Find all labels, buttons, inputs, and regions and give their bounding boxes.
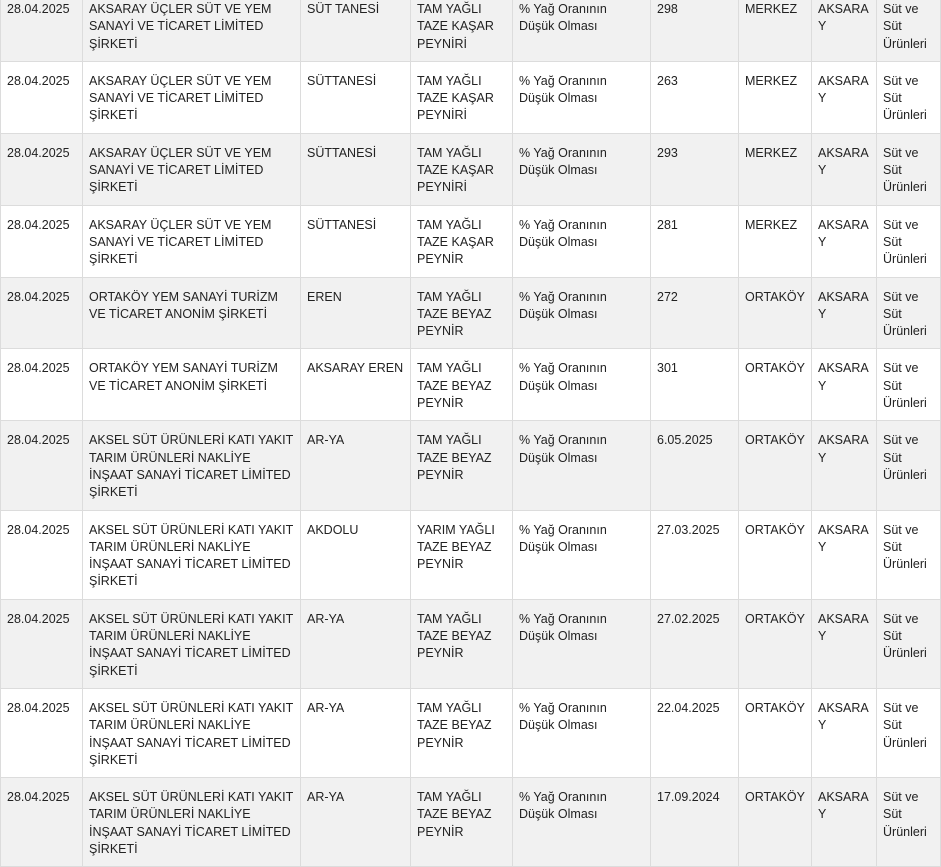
district-cell: ORTAKÖY [739, 349, 812, 421]
company-cell: AKSARAY ÜÇLER SÜT VE YEM SANAYİ VE TİCARET LİMİTED ŞİRKETİ [83, 61, 301, 133]
product-cell: TAM YAĞLI TAZE KAŞAR PEYNİRİ [411, 61, 513, 133]
date-cell: 28.04.2025 [1, 599, 83, 688]
district-cell: ORTAKÖY [739, 778, 812, 867]
brand-cell: AR-YA [301, 778, 411, 867]
province-cell: AKSARAY [812, 205, 877, 277]
province-cell: AKSARAY [812, 421, 877, 510]
violation-cell: % Yağ Oranının Düşük Olması [513, 599, 651, 688]
table-row [1, 61, 941, 133]
province-cell: AKSARAY [812, 599, 877, 688]
district-cell: MERKEZ [739, 205, 812, 277]
district-cell: MERKEZ [739, 61, 812, 133]
province-cell: AKSARAY [812, 349, 877, 421]
product-cell: TAM YAĞLI TAZE KAŞAR PEYNİRİ [411, 133, 513, 205]
violation-cell: % Yağ Oranının Düşük Olması [513, 778, 651, 867]
date-cell: 28.04.2025 [1, 61, 83, 133]
product-cell: TAM YAĞLI TAZE BEYAZ PEYNİR [411, 349, 513, 421]
violation-cell: % Yağ Oranının Düşük Olması [513, 688, 651, 777]
batch-cell: 27.03.2025 [651, 510, 739, 599]
brand-cell: SÜTTANESİ [301, 61, 411, 133]
date-cell: 28.04.2025 [1, 349, 83, 421]
district-cell: ORTAKÖY [739, 277, 812, 349]
violation-cell: % Yağ Oranının Düşük Olması [513, 510, 651, 599]
company-cell: AKSEL SÜT ÜRÜNLERİ KATI YAKIT TARIM ÜRÜNLERİ NAKLİYE İNŞAAT SANAYİ TİCARET LİMİTED ŞİRKETİ [83, 599, 301, 688]
table-row [1, 349, 941, 421]
batch-cell: 17.09.2024 [651, 778, 739, 867]
date-cell: 28.04.2025 [1, 133, 83, 205]
violation-cell: % Yağ Oranının Düşük Olması [513, 277, 651, 349]
batch-cell: 272 [651, 277, 739, 349]
product-cell: TAM YAĞLI TAZE BEYAZ PEYNİR [411, 688, 513, 777]
product-group-cell: Süt ve Süt Ürünleri [877, 277, 941, 349]
product-group-cell: Süt ve Süt Ürünleri [877, 778, 941, 867]
batch-cell: 6.05.2025 [651, 421, 739, 510]
batch-cell: 22.04.2025 [651, 688, 739, 777]
table-row [1, 0, 941, 61]
batch-cell: 281 [651, 205, 739, 277]
district-cell: ORTAKÖY [739, 510, 812, 599]
brand-cell: AR-YA [301, 688, 411, 777]
table-row [1, 510, 941, 599]
table-row [1, 421, 941, 510]
product-group-cell: Süt ve Süt Ürünleri [877, 0, 941, 61]
company-cell: AKSARAY ÜÇLER SÜT VE YEM SANAYİ VE TİCARET LİMİTED ŞİRKETİ [83, 133, 301, 205]
table-row [1, 133, 941, 205]
batch-cell: 293 [651, 133, 739, 205]
district-cell: MERKEZ [739, 133, 812, 205]
table-row [1, 778, 941, 867]
company-cell: ORTAKÖY YEM SANAYİ TURİZM VE TİCARET ANONİM ŞİRKETİ [83, 349, 301, 421]
table-row [1, 599, 941, 688]
date-cell: 28.04.2025 [1, 0, 83, 61]
product-group-cell: Süt ve Süt Ürünleri [877, 421, 941, 510]
brand-cell: AKSARAY EREN [301, 349, 411, 421]
brand-cell: AKDOLU [301, 510, 411, 599]
province-cell: AKSARAY [812, 0, 877, 61]
date-cell: 28.04.2025 [1, 510, 83, 599]
company-cell: AKSARAY ÜÇLER SÜT VE YEM SANAYİ VE TİCARET LİMİTED ŞİRKETİ [83, 205, 301, 277]
product-group-cell: Süt ve Süt Ürünleri [877, 688, 941, 777]
table-body [1, 0, 941, 867]
batch-cell: 263 [651, 61, 739, 133]
company-cell: AKSARAY ÜÇLER SÜT VE YEM SANAYİ VE TİCARET LİMİTED ŞİRKETİ [83, 0, 301, 61]
batch-cell: 27.02.2025 [651, 599, 739, 688]
district-cell: MERKEZ [739, 0, 812, 61]
province-cell: AKSARAY [812, 510, 877, 599]
product-cell: TAM YAĞLI TAZE BEYAZ PEYNİR [411, 778, 513, 867]
product-cell: TAM YAĞLI TAZE BEYAZ PEYNİR [411, 277, 513, 349]
product-group-cell: Süt ve Süt Ürünleri [877, 133, 941, 205]
company-cell: AKSEL SÜT ÜRÜNLERİ KATI YAKIT TARIM ÜRÜNLERİ NAKLİYE İNŞAAT SANAYİ TİCARET LİMİTED ŞİRKETİ [83, 688, 301, 777]
company-cell: AKSEL SÜT ÜRÜNLERİ KATI YAKIT TARIM ÜRÜNLERİ NAKLİYE İNŞAAT SANAYİ TİCARET LİMİTED ŞİRKETİ [83, 510, 301, 599]
district-cell: ORTAKÖY [739, 688, 812, 777]
date-cell: 28.04.2025 [1, 688, 83, 777]
brand-cell: AR-YA [301, 599, 411, 688]
product-group-cell: Süt ve Süt Ürünleri [877, 510, 941, 599]
district-cell: ORTAKÖY [739, 599, 812, 688]
province-cell: AKSARAY [812, 133, 877, 205]
violation-cell: % Yağ Oranının Düşük Olması [513, 133, 651, 205]
violation-cell: % Yağ Oranının Düşük Olması [513, 421, 651, 510]
date-cell: 28.04.2025 [1, 421, 83, 510]
table-row [1, 688, 941, 777]
product-group-cell: Süt ve Süt Ürünleri [877, 599, 941, 688]
table-row [1, 277, 941, 349]
brand-cell: AR-YA [301, 421, 411, 510]
brand-cell: SÜT TANESİ [301, 0, 411, 61]
product-cell: TAM YAĞLI TAZE KAŞAR PEYNİRİ [411, 0, 513, 61]
date-cell: 28.04.2025 [1, 778, 83, 867]
brand-cell: SÜTTANESİ [301, 133, 411, 205]
company-cell: AKSEL SÜT ÜRÜNLERİ KATI YAKIT TARIM ÜRÜNLERİ NAKLİYE İNŞAAT SANAYİ TİCARET LİMİTED ŞİRKETİ [83, 778, 301, 867]
date-cell: 28.04.2025 [1, 277, 83, 349]
product-cell: TAM YAĞLI TAZE BEYAZ PEYNİR [411, 421, 513, 510]
batch-cell: 301 [651, 349, 739, 421]
company-cell: ORTAKÖY YEM SANAYİ TURİZM VE TİCARET ANONİM ŞİRKETİ [83, 277, 301, 349]
product-group-cell: Süt ve Süt Ürünleri [877, 349, 941, 421]
province-cell: AKSARAY [812, 61, 877, 133]
brand-cell: EREN [301, 277, 411, 349]
product-group-cell: Süt ve Süt Ürünleri [877, 205, 941, 277]
product-group-cell: Süt ve Süt Ürünleri [877, 61, 941, 133]
province-cell: AKSARAY [812, 277, 877, 349]
province-cell: AKSARAY [812, 778, 877, 867]
brand-cell: SÜTTANESİ [301, 205, 411, 277]
violation-cell: % Yağ Oranının Düşük Olması [513, 205, 651, 277]
product-cell: TAM YAĞLI TAZE BEYAZ PEYNİR [411, 599, 513, 688]
violation-cell: % Yağ Oranının Düşük Olması [513, 0, 651, 61]
violation-cell: % Yağ Oranının Düşük Olması [513, 61, 651, 133]
table-row [1, 205, 941, 277]
province-cell: AKSARAY [812, 688, 877, 777]
company-cell: AKSEL SÜT ÜRÜNLERİ KATI YAKIT TARIM ÜRÜNLERİ NAKLİYE İNŞAAT SANAYİ TİCARET LİMİTED ŞİRKETİ [83, 421, 301, 510]
district-cell: ORTAKÖY [739, 421, 812, 510]
batch-cell: 298 [651, 0, 739, 61]
product-cell: TAM YAĞLI TAZE KAŞAR PEYNİR [411, 205, 513, 277]
date-cell: 28.04.2025 [1, 205, 83, 277]
violation-cell: % Yağ Oranının Düşük Olması [513, 349, 651, 421]
product-cell: YARIM YAĞLI TAZE BEYAZ PEYNİR [411, 510, 513, 599]
